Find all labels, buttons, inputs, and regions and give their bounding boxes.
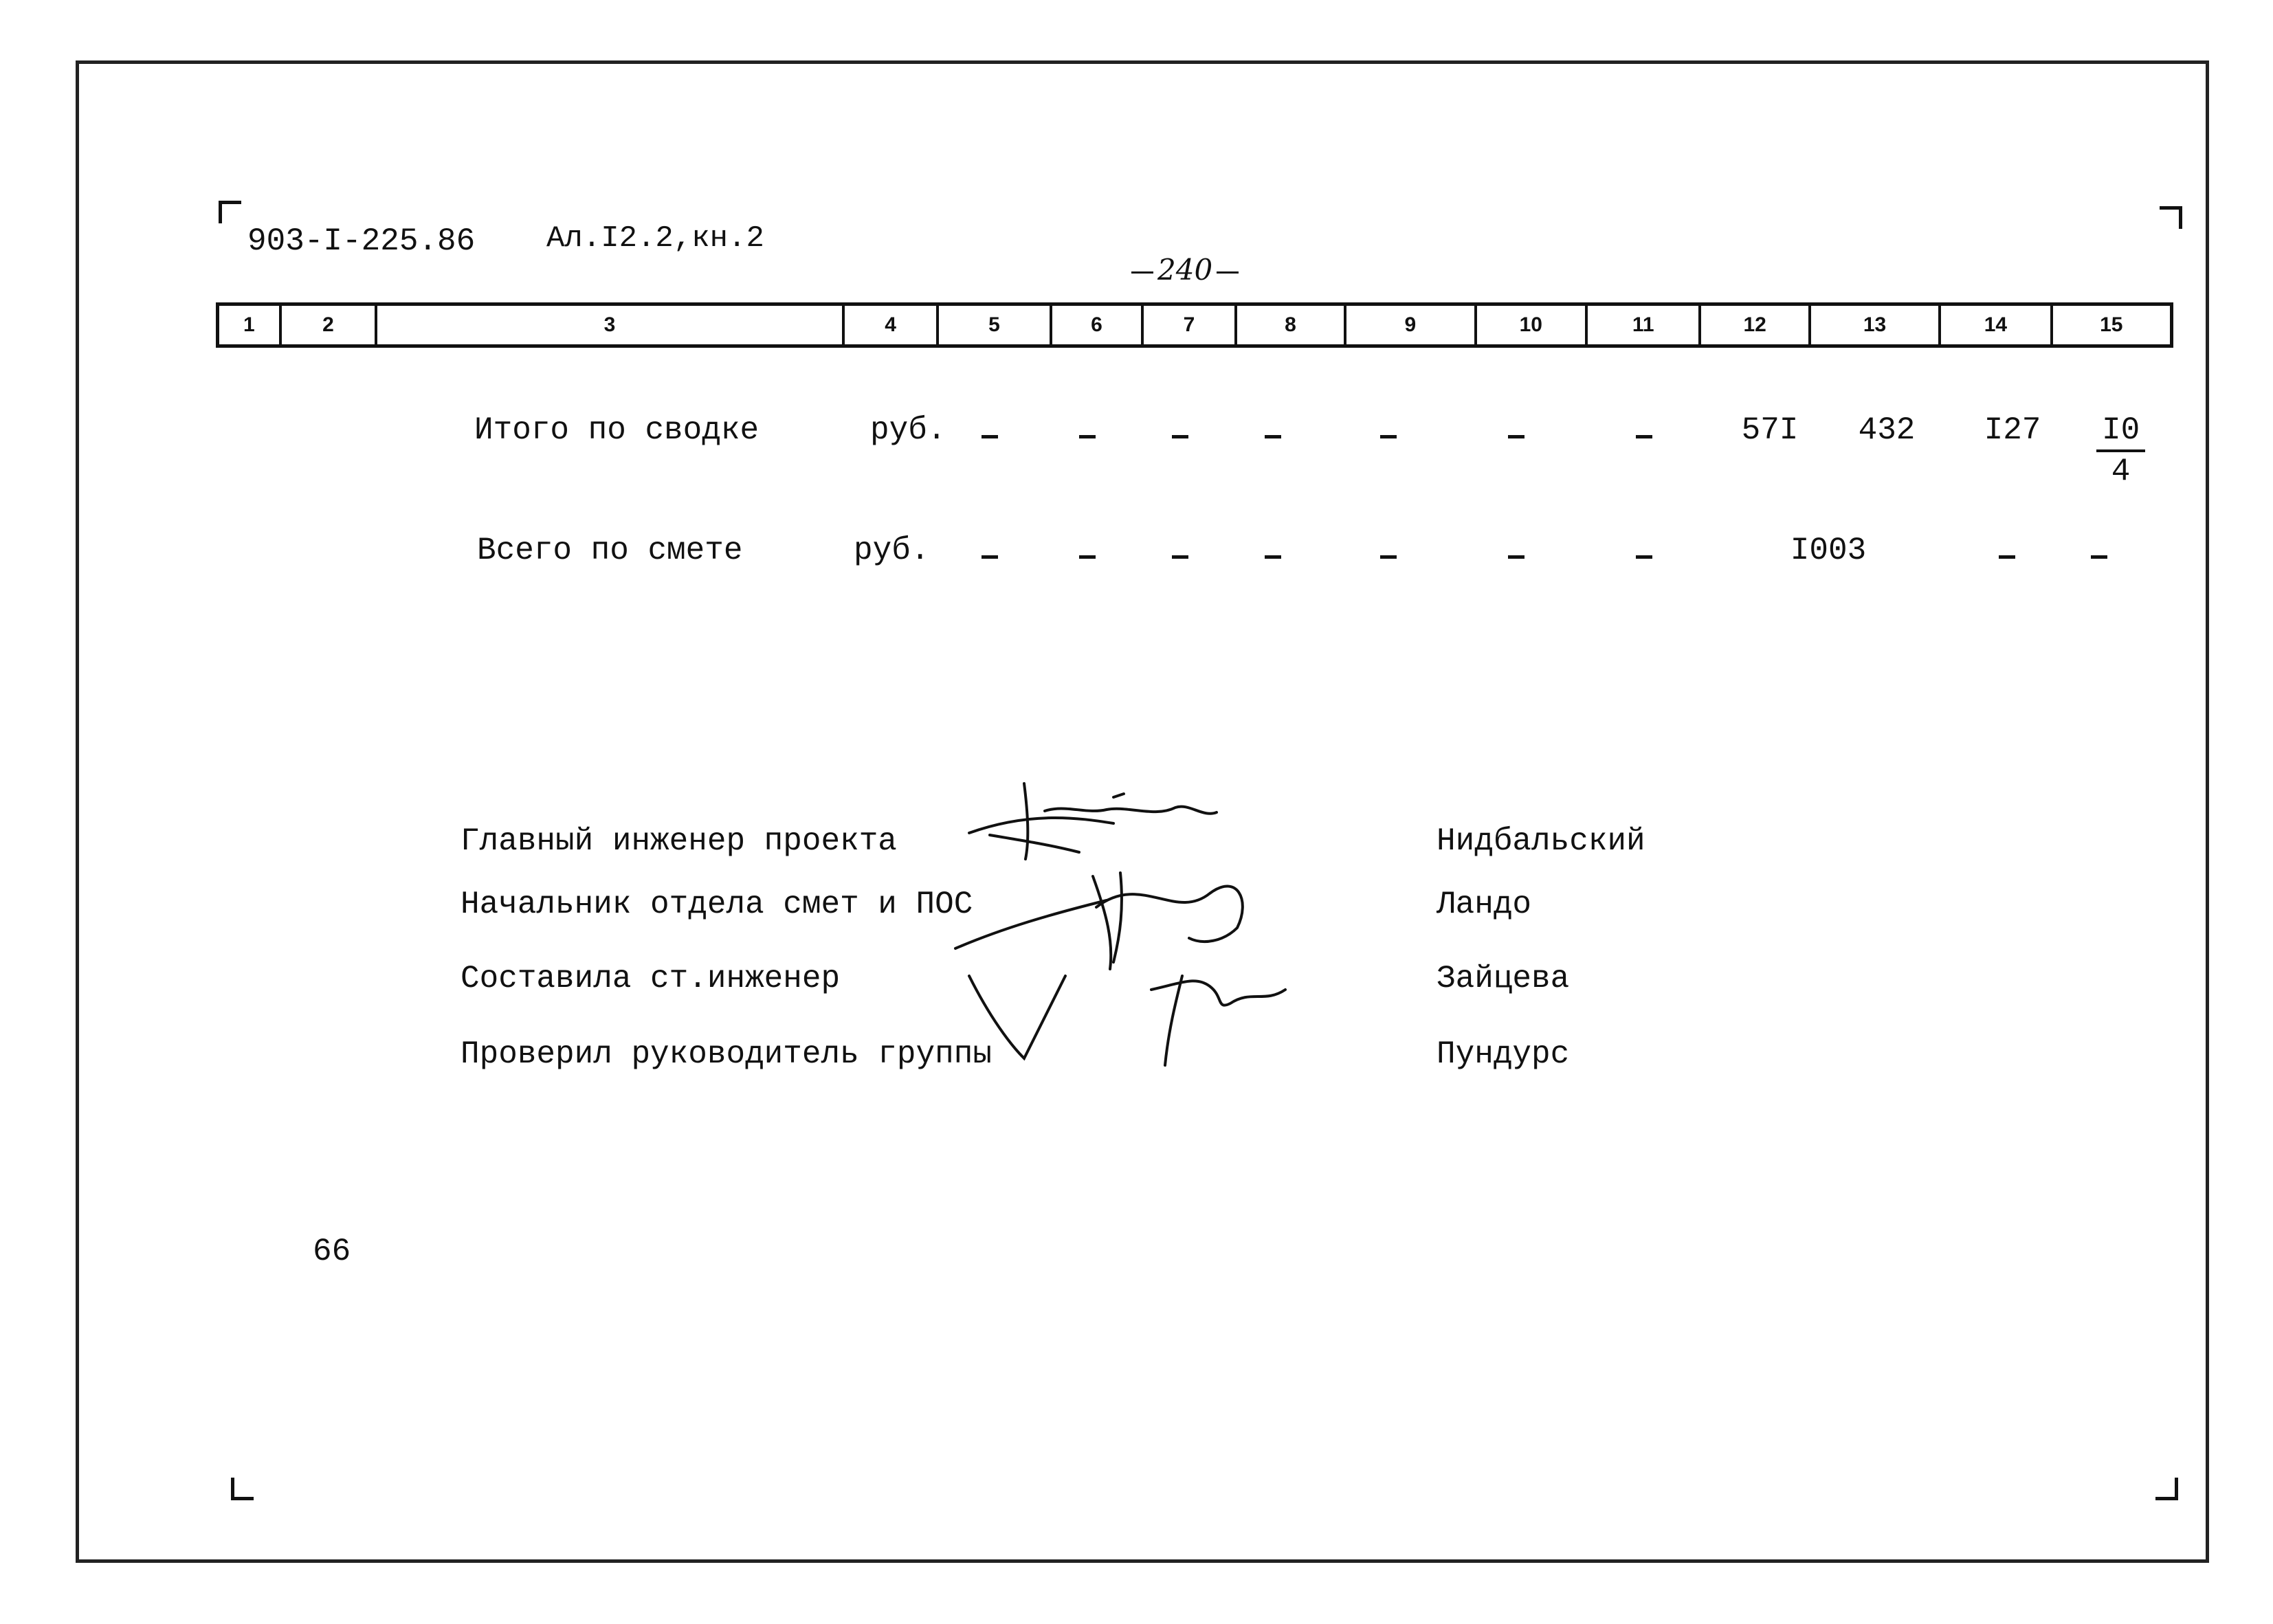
signoff-role: Составила ст.инженер	[461, 961, 841, 997]
itogo-col15-fraction	[2096, 411, 2145, 491]
row-unit-itogo: руб.	[870, 412, 946, 448]
empty-dash	[1508, 555, 1524, 559]
column-header: 10	[1477, 306, 1588, 344]
empty-dash	[1079, 555, 1096, 559]
signature-compiler	[1151, 976, 1285, 1065]
column-header: 8	[1237, 306, 1346, 344]
corner-mark-bottom-left	[231, 1478, 254, 1500]
empty-dash	[1172, 435, 1188, 438]
signoff-name: Нидбальский	[1437, 823, 1645, 859]
album-reference: Ал.I2.2,кн.2	[546, 221, 764, 256]
signoff-name: Пундурс	[1437, 1036, 1570, 1072]
signoff-role: Начальник отдела смет и ПОС	[461, 887, 973, 922]
empty-dash	[1172, 555, 1188, 559]
corner-mark-bottom-right	[2155, 1478, 2178, 1500]
document-code: 903-I-225.86	[247, 223, 476, 259]
row-label-vsego: Всего по смете	[477, 533, 743, 568]
fraction-denominator: 4	[2111, 454, 2131, 489]
column-header: 5	[939, 306, 1052, 344]
row-unit-vsego: руб.	[854, 533, 930, 568]
itogo-col12: 57I	[1741, 412, 1799, 448]
signoff-name: Зайцева	[1437, 961, 1570, 997]
fraction-numerator: I0	[2096, 411, 2145, 452]
corner-mark-top-right	[2160, 206, 2182, 229]
page-number	[1127, 253, 1243, 287]
empty-dash	[982, 435, 998, 438]
itogo-col13: 432	[1858, 412, 1916, 448]
column-header: 13	[1811, 306, 1941, 344]
empty-dash	[982, 555, 998, 559]
sheet-mark: 66	[313, 1234, 351, 1269]
column-header: 1	[219, 306, 282, 344]
corner-mark-top-left	[219, 201, 241, 223]
empty-dash	[1265, 555, 1281, 559]
column-header-row	[216, 302, 2173, 348]
column-header: 11	[1588, 306, 1701, 344]
empty-dash	[1508, 435, 1524, 438]
empty-dash	[1380, 435, 1397, 438]
column-header: 12	[1701, 306, 1810, 344]
signoff-role: Проверил руководитель группы	[461, 1036, 992, 1072]
signature-head-of-department	[955, 873, 1243, 1058]
signoff-role: Главный инженер проекта	[461, 823, 897, 859]
column-header: 7	[1144, 306, 1237, 344]
column-header: 15	[2100, 313, 2123, 336]
empty-dash	[1636, 435, 1652, 438]
row-label-itogo: Итого по сводке	[474, 412, 759, 448]
column-header: 9	[1346, 306, 1476, 344]
column-header: 14	[1941, 306, 2052, 344]
signoff-name: Ландо	[1437, 887, 1532, 922]
column-header: 6	[1052, 306, 1144, 344]
column-header: 4	[845, 306, 940, 344]
vsego-total: I003	[1790, 533, 1867, 568]
empty-dash	[1265, 435, 1281, 438]
column-header: 2	[282, 306, 378, 344]
column-header: 3	[377, 306, 845, 344]
empty-dash	[1380, 555, 1397, 559]
itogo-col14: I27	[1984, 412, 2041, 448]
handwritten-signatures	[949, 770, 1430, 1100]
page-number-value: 240	[1157, 253, 1213, 287]
empty-dash	[1079, 435, 1096, 438]
empty-dash	[1636, 555, 1652, 559]
empty-dash	[1999, 555, 2015, 559]
empty-dash	[2091, 555, 2107, 559]
signature-chief-engineer	[969, 783, 1217, 859]
